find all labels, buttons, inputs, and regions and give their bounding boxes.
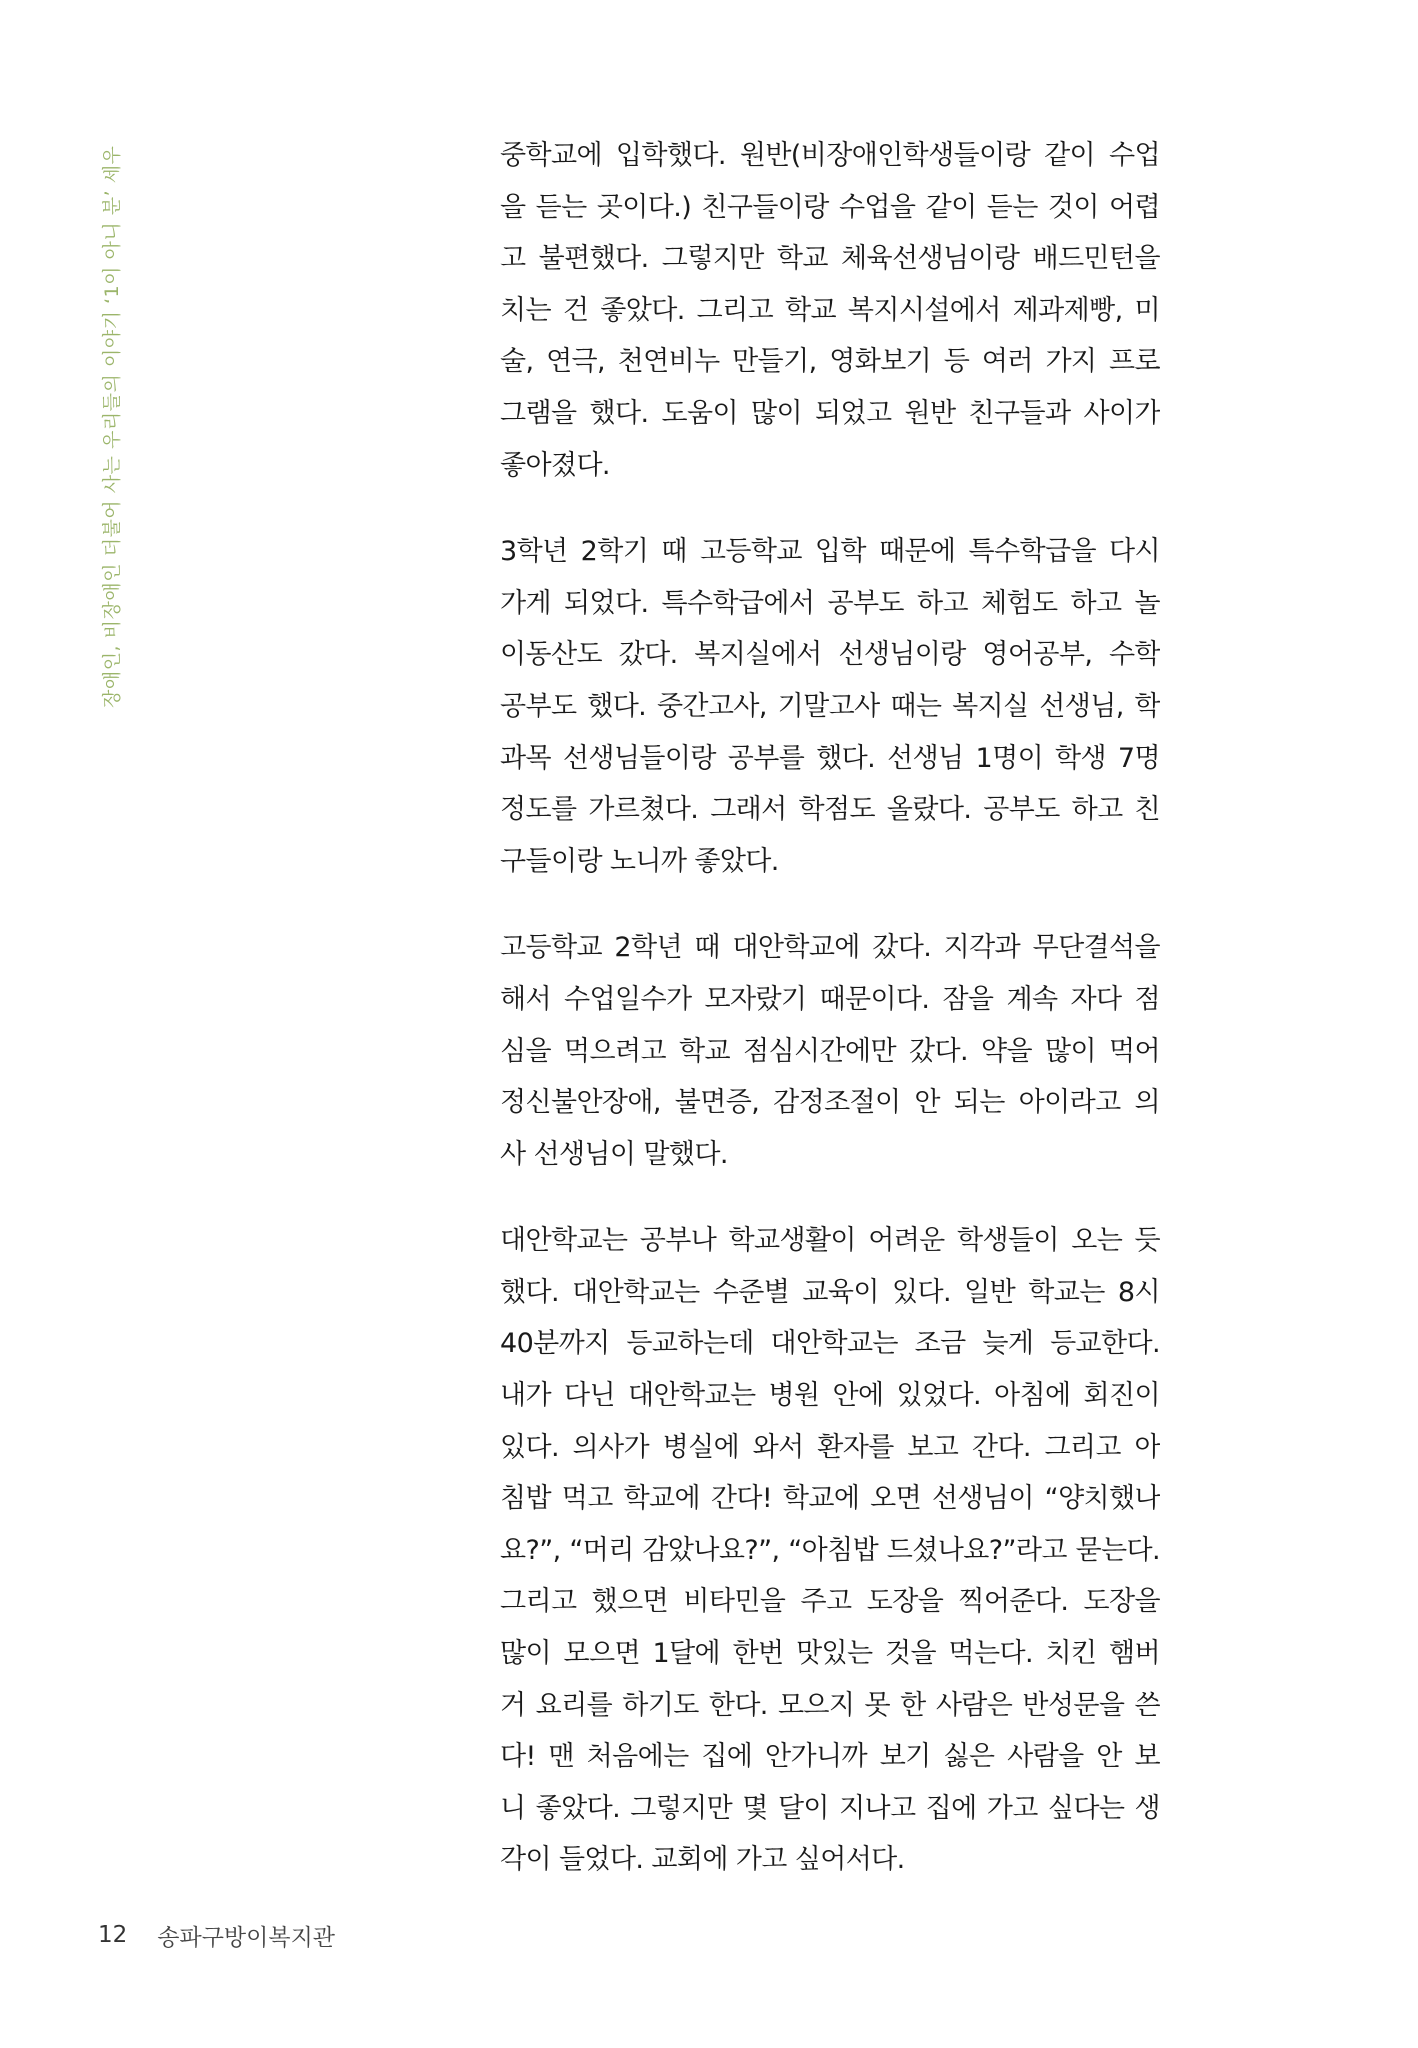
text-line: 좋아졌다.: [500, 449, 610, 481]
text-line: 40분까지 등교하는데 대안학교는 조금 늦게 등교한다.: [500, 1328, 1160, 1360]
text-line: 그램을 했다. 도움이 많이 되었고 원반 친구들과 사이가: [500, 397, 1160, 429]
text-line: 가게 되었다. 특수학급에서 공부도 하고 체험도 하고 놀: [500, 587, 1160, 619]
text-line: 다! 맨 처음에는 집에 안가니까 보기 싫은 사람을 안 보: [500, 1741, 1160, 1773]
text-line: 니 좋았다. 그렇지만 몇 달이 지나고 집에 가고 싶다는 생: [500, 1792, 1160, 1824]
text-line: 정도를 가르쳤다. 그래서 학점도 올랐다. 공부도 하고 친: [500, 794, 1160, 826]
running-side-title: 장애인, 비장애인 더불어 사는 우리들의 이야기 ‘1이 아니 분’ 세우: [101, 145, 123, 708]
text-line: 중학교에 입학했다. 원반(비장애인학생들이랑 같이 수업: [500, 140, 1160, 171]
body-text: [500, 130, 1160, 1921]
text-line: 거 요리를 하기도 한다. 모으지 못 한 사람은 반성문을 쓴: [500, 1689, 1160, 1721]
text-line: 많이 모으면 1달에 한번 맛있는 것을 먹는다. 치킨 햄버: [500, 1638, 1160, 1670]
text-line: 해서 수업일수가 모자랐기 때문이다. 잠을 계속 자다 점: [500, 983, 1160, 1015]
text-line: 요?”, “머리 감았나요?”, “아침밥 드셨나요?”라고 묻는다.: [500, 1534, 1160, 1566]
text-line: 이동산도 갔다. 복지실에서 선생님이랑 영어공부, 수학: [500, 639, 1160, 671]
text-line: 사 선생님이 말했다.: [500, 1138, 728, 1170]
text-line: 과목 선생님들이랑 공부를 했다. 선생님 1명이 학생 7명: [500, 742, 1160, 774]
text-line: 침밥 먹고 학교에 간다! 학교에 오면 선생님이 “양치했나: [500, 1483, 1160, 1515]
organization-name: 송파구방이복지관: [157, 1924, 336, 1951]
text-line: 그리고 했으면 비타민을 주고 도장을 찍어준다. 도장을: [500, 1586, 1160, 1618]
paragraph-3: [500, 922, 1160, 1180]
text-line: 고 불편했다. 그렇지만 학교 체육선생님이랑 배드민턴을: [500, 243, 1160, 275]
text-line: 치는 건 좋았다. 그리고 학교 복지시설에서 제과제빵, 미: [500, 294, 1160, 326]
page-footer: [98, 1915, 335, 1955]
text-line: 있다. 의사가 병실에 와서 환자를 보고 간다. 그리고 아: [500, 1431, 1160, 1463]
text-line: 심을 먹으려고 학교 점심시간에만 갔다. 약을 많이 먹어: [500, 1035, 1160, 1067]
text-line: 을 듣는 곳이다.) 친구들이랑 수업을 같이 듣는 것이 어렵: [500, 191, 1160, 223]
text-line: 구들이랑 노니까 좋았다.: [500, 845, 779, 877]
text-line: 각이 들었다. 교회에 가고 싶어서다.: [500, 1844, 905, 1876]
paragraph-2: [500, 526, 1160, 887]
text-line: 공부도 했다. 중간고사, 기말고사 때는 복지실 선생님, 학: [500, 690, 1160, 722]
page-number: 12: [98, 1922, 128, 1948]
text-line: 술, 연극, 천연비누 만들기, 영화보기 등 여러 가지 프로: [500, 346, 1160, 378]
text-line: 했다. 대안학교는 수준별 교육이 있다. 일반 학교는 8시: [500, 1276, 1160, 1308]
text-line: 3학년 2학기 때 고등학교 입학 때문에 특수학급을 다시: [500, 536, 1160, 568]
text-line: 대안학교는 공부나 학교생활이 어려운 학생들이 오는 듯: [500, 1225, 1160, 1257]
text-line: 내가 다닌 대안학교는 병원 안에 있었다. 아침에 회진이: [500, 1380, 1160, 1412]
paragraph-1: [500, 130, 1160, 491]
text-line: 고등학교 2학년 때 대안학교에 갔다. 지각과 무단결석을: [500, 932, 1160, 964]
text-line: 정신불안장애, 불면증, 감정조절이 안 되는 아이라고 의: [500, 1087, 1160, 1119]
paragraph-4: [500, 1215, 1160, 1886]
